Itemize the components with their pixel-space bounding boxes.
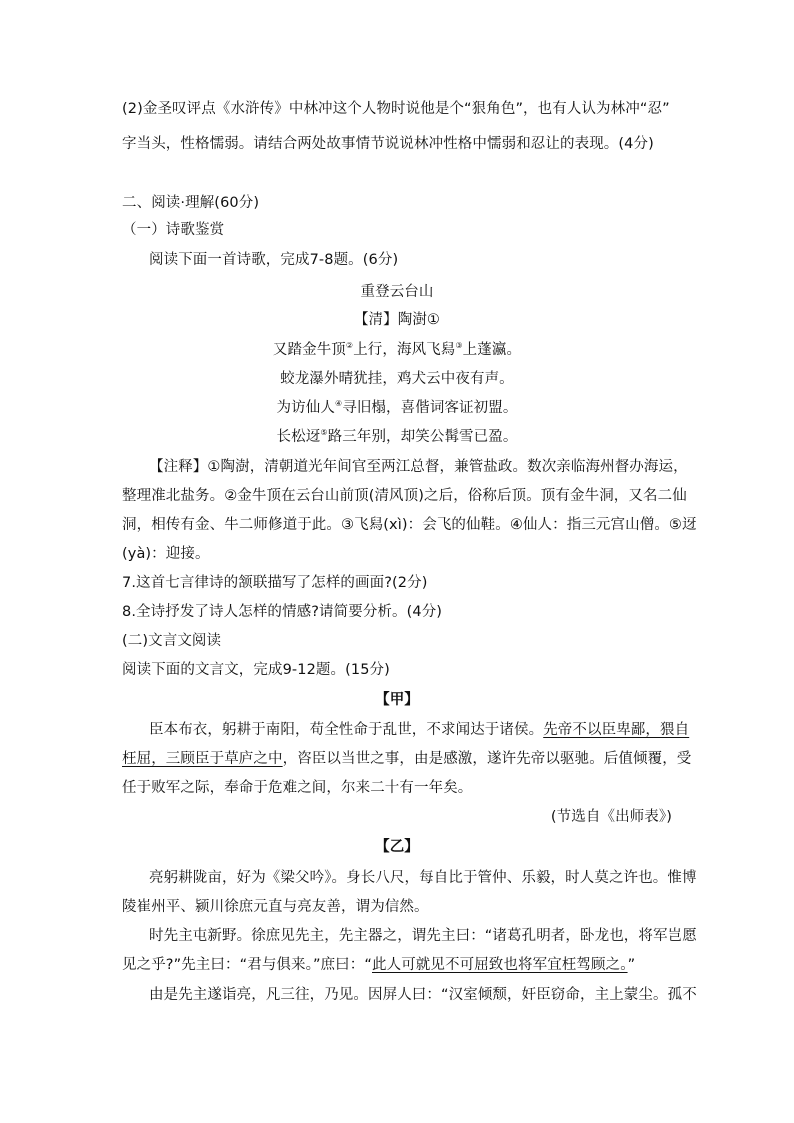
classical-instruction: 阅读下面的文言文，完成9-12题。(15分) xyxy=(122,662,390,678)
passage-jia-line-1: 臣本布衣，躬耕于南阳，苟全性命于乱世，不求闻达于诸侯。先帝不以臣卑鄙，猥自 xyxy=(149,722,690,738)
question-6-line-2: 字当头，性格懦弱。请结合两处故事情节说说林冲性格中懦弱和忍让的表现。(4分) xyxy=(122,136,654,152)
passage-jia-source: (节选自《出师表》) xyxy=(550,809,672,825)
passage-jia-title: 【甲】 xyxy=(375,692,419,708)
classical-subheading: (二)文言文阅读 xyxy=(122,633,222,649)
question-6-line-1: (2)金圣叹评点《水浒传》中林冲这个人物时说他是个“狠角色”，也有人认为林冲“忍” xyxy=(122,101,670,117)
poetry-subheading: （一）诗歌鉴赏 xyxy=(122,222,225,238)
passage-yi-title: 【乙】 xyxy=(375,839,419,855)
notes-line-2: 整理准北盐务。②金牛顶在云台山前顶(清风顶)之后，俗称后顶。顶有金牛洞，又名二仙 xyxy=(122,488,687,504)
poem-title: 重登云台山 xyxy=(360,284,434,300)
passage-yi-line-3: 时先主屯新野。徐庶见先主，先主器之，谓先主曰：“诸葛孔明者，卧龙也，将军岂愿 xyxy=(149,928,697,944)
passage-yi-line-4: 见之乎?”先主曰：“君与俱来。”庶曰：“此人可就见不可屈致也将军宜枉驾顾之。” xyxy=(122,957,636,973)
passage-yi-line-5: 由是先主遂诣亮，凡三往，乃见。因屏人曰：“汉室倾颓，奸臣窃命，主上蒙尘。孤不 xyxy=(149,987,697,1003)
poem-author: 【清】陶澍① xyxy=(353,312,441,328)
poem-line-4: 长松迓⑤路三年别，却笑公髯雪已盈。 xyxy=(276,428,518,445)
passage-jia-line-2: 枉屈，三顾臣于草庐之中，咨臣以当世之事，由是感激，遂许先帝以驱驰。后值倾覆，受 xyxy=(122,751,692,767)
passage-yi-line-2: 陵崔州平、颍川徐庶元直与亮友善，谓为信然。 xyxy=(122,899,429,915)
notes-line-3: 洞，相传有金、牛二师修道于此。③飞舄(xì)：会飞的仙鞋。④仙人：指三元宫山僧。⑤迓 xyxy=(122,517,697,533)
question-7: 7.这首七言律诗的颔联描写了怎样的画面?(2分) xyxy=(122,575,428,591)
notes-line-4: (yà)：迎接。 xyxy=(122,546,210,562)
passage-yi-line-1: 亮躬耕陇亩，好为《梁父吟》。身长八尺，每自比于管仲、乐毅，时人莫之许也。惟博 xyxy=(149,870,697,886)
poem-line-1: 又踏金牛顶②上行，海风飞舄③上蓬瀛。 xyxy=(272,341,522,358)
passage-jia-line-3: 任于败军之际，奉命于危难之间，尔来二十有一年矣。 xyxy=(122,780,473,796)
poetry-instruction: 阅读下面一首诗歌，完成7-8题。(6分) xyxy=(149,252,399,268)
poem-line-2: 蛟龙瀑外晴犹挂，鸡犬云中夜有声。 xyxy=(280,371,514,387)
poem-line-3: 为访仙人④寻旧榻，喜偕词客证初盟。 xyxy=(276,399,518,416)
question-8: 8.全诗抒发了诗人怎样的情感?请简要分析。(4分) xyxy=(122,604,443,620)
notes-line-1: 【注释】①陶澍，清朝道光年间官至两江总督，兼管盐政。数次亲临海州督办海运， xyxy=(149,459,688,475)
section-2-heading: 二、阅读·理解(60分) xyxy=(122,195,260,211)
